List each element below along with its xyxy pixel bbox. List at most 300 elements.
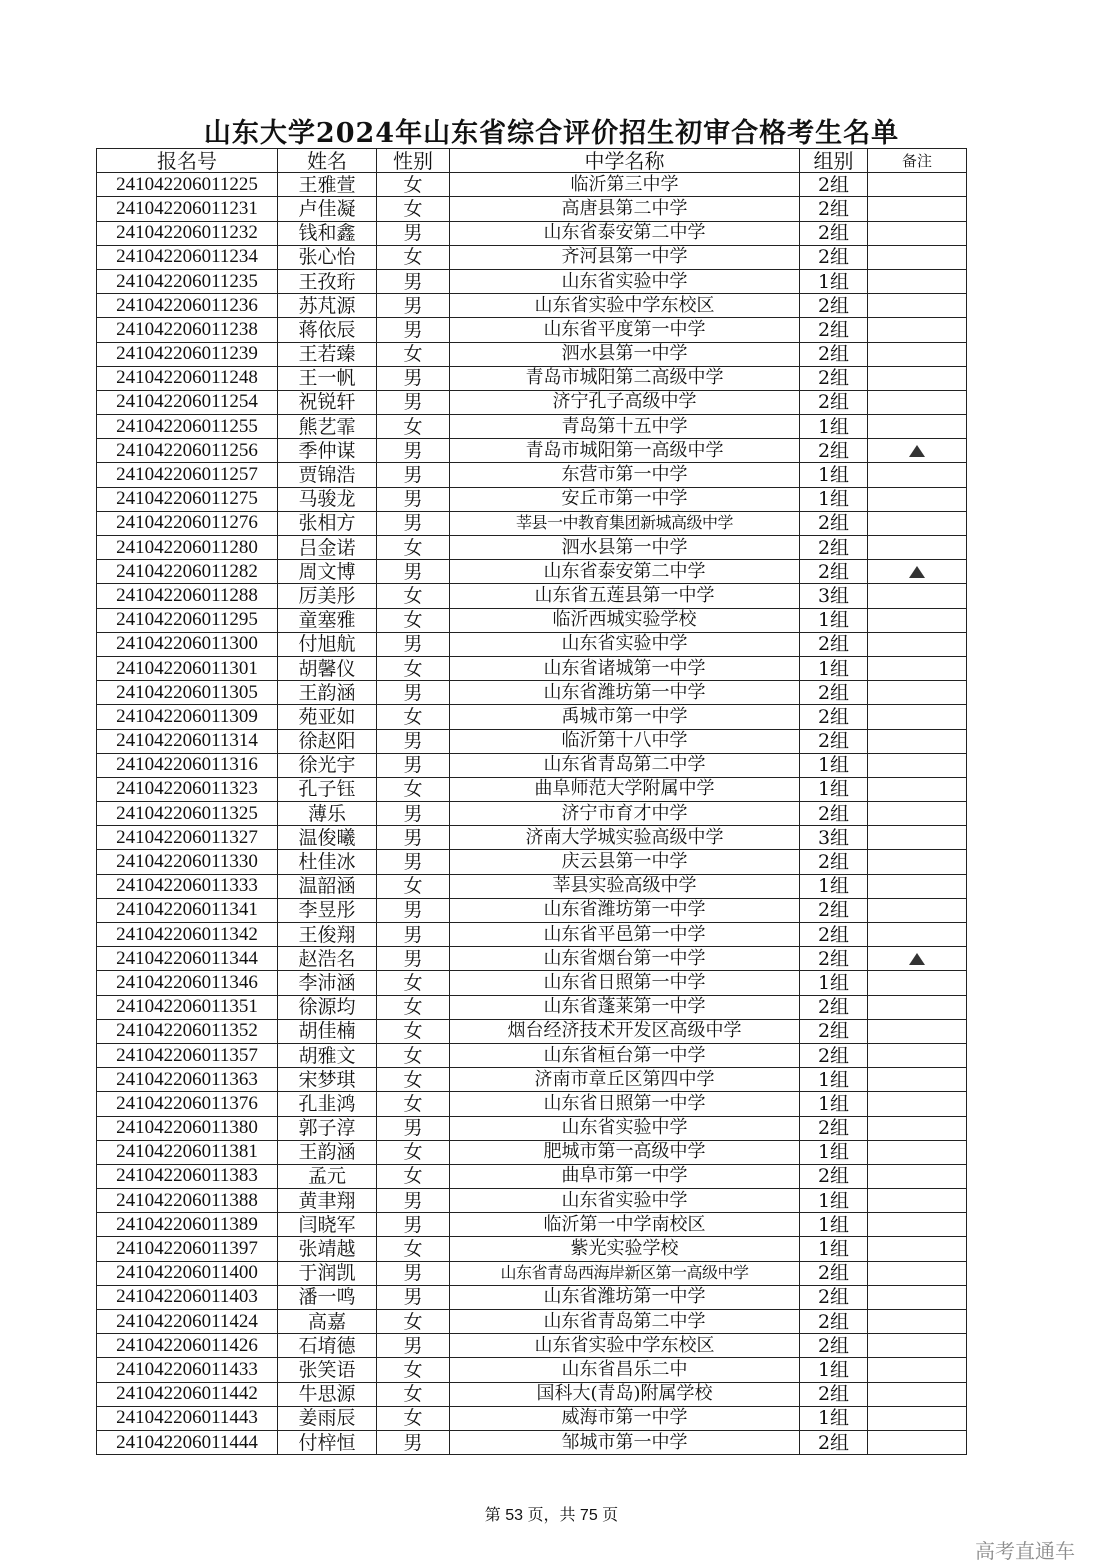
table-row [97,1261,967,1285]
group-cell: 2组 [800,681,868,705]
candidate-id-cell: 241042206011255 [97,415,278,439]
column-header-school: 中学名称 [450,149,800,173]
table-row [97,947,967,971]
candidate-id-cell: 241042206011301 [97,656,278,680]
remark-cell [868,390,967,414]
group-cell: 1组 [800,1358,868,1382]
school-name-cell: 莘县一中教育集团新城高级中学 [450,511,800,535]
candidate-name-cell: 季仲谋 [278,439,377,463]
remark-cell [868,245,967,269]
school-name-cell: 山东省潍坊第一中学 [450,898,800,922]
candidate-sex-cell: 男 [377,681,450,705]
candidate-name-cell: 贾锦浩 [278,463,377,487]
candidate-id-cell: 241042206011257 [97,463,278,487]
remark-cell [868,318,967,342]
school-name-cell: 山东省青岛西海岸新区第一高级中学 [450,1261,800,1285]
candidate-name-cell: 徐赵阳 [278,729,377,753]
candidate-id-cell: 241042206011239 [97,342,278,366]
table-row [97,318,967,342]
remark-cell [868,1406,967,1430]
group-cell: 1组 [800,1213,868,1237]
candidate-name-cell: 李昱彤 [278,898,377,922]
school-name-cell: 山东省泰安第二中学 [450,221,800,245]
school-name-cell: 山东省青岛第二中学 [450,1310,800,1334]
table-row [97,1068,967,1092]
remark-cell [868,197,967,221]
school-name-cell: 高唐县第二中学 [450,197,800,221]
candidate-name-cell: 徐源均 [278,995,377,1019]
school-name-cell: 青岛第十五中学 [450,415,800,439]
table-row [97,874,967,898]
candidate-sex-cell: 女 [377,173,450,197]
candidate-sex-cell: 男 [377,753,450,777]
table-row [97,342,967,366]
table-row [97,560,967,584]
table-row [97,245,967,269]
remark-cell [868,536,967,560]
table-row [97,390,967,414]
remark-cell [868,729,967,753]
table-row [97,898,967,922]
group-cell: 3组 [800,584,868,608]
candidate-name-cell: 蒋依辰 [278,318,377,342]
candidate-sex-cell: 女 [377,1019,450,1043]
candidate-name-cell: 孔子钰 [278,777,377,801]
school-name-cell: 安丘市第一中学 [450,487,800,511]
table-body [97,173,967,1455]
remark-cell [868,777,967,801]
school-name-cell: 山东省昌乐二中 [450,1358,800,1382]
group-cell: 2组 [800,1382,868,1406]
candidate-name-cell: 石堉德 [278,1334,377,1358]
candidate-id-cell: 241042206011342 [97,923,278,947]
candidate-sex-cell: 女 [377,1092,450,1116]
group-cell: 2组 [800,390,868,414]
candidate-sex-cell: 男 [377,1116,450,1140]
group-cell: 2组 [800,705,868,729]
column-header-name: 姓名 [278,149,377,173]
remark-cell [868,1261,967,1285]
remark-cell [868,1164,967,1188]
candidate-sex-cell: 男 [377,1285,450,1309]
candidate-sex-cell: 男 [377,898,450,922]
candidate-id-cell: 241042206011309 [97,705,278,729]
candidate-id-cell: 241042206011248 [97,366,278,390]
candidate-id-cell: 241042206011236 [97,294,278,318]
school-name-cell: 山东省日照第一中学 [450,1092,800,1116]
group-cell: 2组 [800,318,868,342]
candidate-table [96,148,967,1455]
candidate-sex-cell: 男 [377,729,450,753]
candidate-sex-cell: 女 [377,995,450,1019]
group-cell: 1组 [800,1406,868,1430]
candidate-id-cell: 241042206011232 [97,221,278,245]
candidate-id-cell: 241042206011288 [97,584,278,608]
remark-cell [868,1116,967,1140]
candidate-name-cell: 张相方 [278,511,377,535]
candidate-sex-cell: 女 [377,342,450,366]
school-name-cell: 山东省平邑第一中学 [450,923,800,947]
candidate-name-cell: 苏芃源 [278,294,377,318]
group-cell: 2组 [800,1334,868,1358]
table-row [97,1092,967,1116]
school-name-cell: 山东省平度第一中学 [450,318,800,342]
group-cell: 2组 [800,221,868,245]
remark-cell [868,1382,967,1406]
candidate-name-cell: 吕金诺 [278,536,377,560]
group-cell: 2组 [800,294,868,318]
school-name-cell: 烟台经济技术开发区高级中学 [450,1019,800,1043]
column-header-id: 报名号 [97,149,278,173]
candidate-name-cell: 王雅萱 [278,173,377,197]
group-cell: 2组 [800,173,868,197]
candidate-sex-cell: 男 [377,1213,450,1237]
school-name-cell: 济南市章丘区第四中学 [450,1068,800,1092]
candidate-id-cell: 241042206011444 [97,1430,278,1454]
candidate-sex-cell: 男 [377,560,450,584]
table-row [97,1164,967,1188]
table-row [97,971,967,995]
school-name-cell: 山东省桓台第一中学 [450,1043,800,1067]
table-row [97,584,967,608]
table-row [97,753,967,777]
candidate-sex-cell: 男 [377,269,450,293]
candidate-id-cell: 241042206011333 [97,874,278,898]
candidate-id-cell: 241042206011231 [97,197,278,221]
remark-cell [868,1430,967,1454]
candidate-sex-cell: 女 [377,536,450,560]
candidate-name-cell: 潘一鸣 [278,1285,377,1309]
remark-cell [868,874,967,898]
group-cell: 2组 [800,632,868,656]
table-row [97,439,967,463]
remark-triangle-icon [909,445,925,457]
candidate-name-cell: 王若臻 [278,342,377,366]
candidate-id-cell: 241042206011341 [97,898,278,922]
candidate-id-cell: 241042206011300 [97,632,278,656]
candidate-sex-cell: 男 [377,390,450,414]
school-name-cell: 国科大(青岛)附属学校 [450,1382,800,1406]
candidate-sex-cell: 女 [377,584,450,608]
group-cell: 2组 [800,197,868,221]
remark-cell [868,705,967,729]
table-row [97,777,967,801]
school-name-cell: 莘县实验高级中学 [450,874,800,898]
candidate-name-cell: 姜雨辰 [278,1406,377,1430]
table-row [97,173,967,197]
group-cell: 2组 [800,1164,868,1188]
remark-cell [868,487,967,511]
candidate-id-cell: 241042206011225 [97,173,278,197]
candidate-sex-cell: 女 [377,608,450,632]
school-name-cell: 山东省诸城第一中学 [450,656,800,680]
group-cell: 1组 [800,874,868,898]
group-cell: 1组 [800,971,868,995]
table-row [97,656,967,680]
table-row [97,511,967,535]
group-cell: 2组 [800,366,868,390]
school-name-cell: 青岛市城阳第一高级中学 [450,439,800,463]
group-cell: 2组 [800,1285,868,1309]
candidate-sex-cell: 男 [377,1261,450,1285]
group-cell: 2组 [800,439,868,463]
candidate-sex-cell: 女 [377,415,450,439]
group-cell: 1组 [800,1092,868,1116]
table-row [97,1382,967,1406]
candidate-id-cell: 241042206011352 [97,1019,278,1043]
remark-cell [868,971,967,995]
candidate-id-cell: 241042206011330 [97,850,278,874]
candidate-sex-cell: 女 [377,245,450,269]
remark-cell [868,269,967,293]
remark-cell [868,439,967,463]
remark-cell [868,1140,967,1164]
remark-triangle-icon [909,953,925,965]
table-row [97,1285,967,1309]
candidate-id-cell: 241042206011403 [97,1285,278,1309]
school-name-cell: 山东省实验中学 [450,1189,800,1213]
group-cell: 2组 [800,1043,868,1067]
candidate-id-cell: 241042206011383 [97,1164,278,1188]
candidate-id-cell: 241042206011235 [97,269,278,293]
school-name-cell: 济宁市育才中学 [450,802,800,826]
group-cell: 2组 [800,947,868,971]
candidate-id-cell: 241042206011314 [97,729,278,753]
group-cell: 1组 [800,608,868,632]
candidate-sex-cell: 女 [377,1406,450,1430]
candidate-id-cell: 241042206011238 [97,318,278,342]
remark-cell [868,1068,967,1092]
table-row [97,1140,967,1164]
candidate-name-cell: 祝锐轩 [278,390,377,414]
page-number: 第 53 页，共 75 页 [484,1507,619,1524]
table-row [97,1358,967,1382]
table-row [97,681,967,705]
group-cell: 2组 [800,729,868,753]
remark-cell [868,802,967,826]
school-name-cell: 山东省实验中学东校区 [450,294,800,318]
candidate-id-cell: 241042206011316 [97,753,278,777]
group-cell: 2组 [800,245,868,269]
candidate-name-cell: 温韶涵 [278,874,377,898]
group-cell: 2组 [800,1116,868,1140]
candidate-name-cell: 赵浩名 [278,947,377,971]
candidate-sex-cell: 男 [377,366,450,390]
table-row [97,802,967,826]
candidate-sex-cell: 男 [377,850,450,874]
remark-cell [868,342,967,366]
candidate-sex-cell: 女 [377,1358,450,1382]
school-name-cell: 曲阜师范大学附属中学 [450,777,800,801]
remark-cell [868,1213,967,1237]
candidate-id-cell: 241042206011276 [97,511,278,535]
candidate-name-cell: 胡馨仪 [278,656,377,680]
group-cell: 1组 [800,487,868,511]
table-row [97,1116,967,1140]
remark-cell [868,1189,967,1213]
candidate-name-cell: 厉美彤 [278,584,377,608]
candidate-sex-cell: 男 [377,318,450,342]
candidate-id-cell: 241042206011344 [97,947,278,971]
school-name-cell: 山东省青岛第二中学 [450,753,800,777]
remark-cell [868,415,967,439]
candidate-sex-cell: 女 [377,1237,450,1261]
candidate-id-cell: 241042206011442 [97,1382,278,1406]
candidate-sex-cell: 女 [377,1140,450,1164]
remark-cell [868,1334,967,1358]
remark-cell [868,632,967,656]
remark-cell [868,1358,967,1382]
column-header-sex: 性别 [377,149,450,173]
group-cell: 2组 [800,923,868,947]
candidate-name-cell: 黄聿翔 [278,1189,377,1213]
table-row [97,1310,967,1334]
candidate-name-cell: 付梓恒 [278,1430,377,1454]
school-name-cell: 肥城市第一高级中学 [450,1140,800,1164]
candidate-sex-cell: 女 [377,197,450,221]
candidate-name-cell: 杜佳冰 [278,850,377,874]
group-cell: 1组 [800,753,868,777]
group-cell: 1组 [800,1237,868,1261]
candidate-sex-cell: 男 [377,511,450,535]
candidate-sex-cell: 男 [377,632,450,656]
candidate-id-cell: 241042206011254 [97,390,278,414]
candidate-sex-cell: 男 [377,1430,450,1454]
candidate-id-cell: 241042206011363 [97,1068,278,1092]
group-cell: 2组 [800,1310,868,1334]
candidate-sex-cell: 男 [377,439,450,463]
remark-triangle-icon [909,566,925,578]
remark-cell [868,923,967,947]
table-row [97,415,967,439]
candidate-id-cell: 241042206011351 [97,995,278,1019]
remark-cell [868,608,967,632]
table-row [97,705,967,729]
candidate-sex-cell: 女 [377,1164,450,1188]
remark-cell [868,995,967,1019]
school-name-cell: 山东省实验中学 [450,1116,800,1140]
table-row [97,826,967,850]
table-row [97,463,967,487]
table-row [97,294,967,318]
candidate-id-cell: 241042206011357 [97,1043,278,1067]
remark-cell [868,584,967,608]
candidate-id-cell: 241042206011388 [97,1189,278,1213]
candidate-name-cell: 张靖越 [278,1237,377,1261]
school-name-cell: 东营市第一中学 [450,463,800,487]
group-cell: 1组 [800,415,868,439]
school-name-cell: 山东省烟台第一中学 [450,947,800,971]
group-cell: 1组 [800,777,868,801]
remark-cell [868,1019,967,1043]
candidate-name-cell: 孔韭鸿 [278,1092,377,1116]
candidate-id-cell: 241042206011325 [97,802,278,826]
candidate-id-cell: 241042206011305 [97,681,278,705]
school-name-cell: 山东省潍坊第一中学 [450,681,800,705]
table-row [97,366,967,390]
candidate-name-cell: 王韵涵 [278,1140,377,1164]
candidate-name-cell: 童塞雅 [278,608,377,632]
remark-cell [868,366,967,390]
candidate-name-cell: 于润凯 [278,1261,377,1285]
group-cell: 1组 [800,1068,868,1092]
candidate-id-cell: 241042206011400 [97,1261,278,1285]
school-name-cell: 山东省潍坊第一中学 [450,1285,800,1309]
group-cell: 3组 [800,826,868,850]
remark-cell [868,826,967,850]
school-name-cell: 济宁孔子高级中学 [450,390,800,414]
group-cell: 2组 [800,898,868,922]
candidate-id-cell: 241042206011426 [97,1334,278,1358]
candidate-sex-cell: 男 [377,294,450,318]
remark-cell [868,1237,967,1261]
group-cell: 1组 [800,269,868,293]
candidate-name-cell: 张笑语 [278,1358,377,1382]
group-cell: 1组 [800,1140,868,1164]
candidate-id-cell: 241042206011346 [97,971,278,995]
school-name-cell: 山东省实验中学 [450,632,800,656]
group-cell: 2组 [800,850,868,874]
school-name-cell: 山东省泰安第二中学 [450,560,800,584]
school-name-cell: 山东省蓬莱第一中学 [450,995,800,1019]
remark-cell [868,221,967,245]
remark-cell [868,947,967,971]
group-cell: 2组 [800,1261,868,1285]
candidate-name-cell: 胡佳楠 [278,1019,377,1043]
candidate-id-cell: 241042206011380 [97,1116,278,1140]
candidate-sex-cell: 男 [377,463,450,487]
table-row [97,536,967,560]
candidate-sex-cell: 男 [377,487,450,511]
group-cell: 1组 [800,463,868,487]
candidate-sex-cell: 女 [377,777,450,801]
candidate-name-cell: 付旭航 [278,632,377,656]
watermark: 高考直通车 [975,1539,1075,1563]
table-row [97,1406,967,1430]
candidate-name-cell: 王俊翔 [278,923,377,947]
school-name-cell: 山东省实验中学 [450,269,800,293]
candidate-id-cell: 241042206011381 [97,1140,278,1164]
candidate-sex-cell: 女 [377,705,450,729]
remark-cell [868,898,967,922]
table-row [97,1019,967,1043]
table-row [97,221,967,245]
school-name-cell: 禹城市第一中学 [450,705,800,729]
candidate-name-cell: 郭子淳 [278,1116,377,1140]
group-cell: 2组 [800,536,868,560]
school-name-cell: 齐河县第一中学 [450,245,800,269]
candidate-name-cell: 薄乐 [278,802,377,826]
school-name-cell: 威海市第一中学 [450,1406,800,1430]
candidate-sex-cell: 女 [377,656,450,680]
table-row [97,850,967,874]
candidate-sex-cell: 女 [377,874,450,898]
candidate-id-cell: 241042206011389 [97,1213,278,1237]
candidate-name-cell: 李沛涵 [278,971,377,995]
table-row [97,1430,967,1454]
remark-cell [868,1092,967,1116]
table-row [97,632,967,656]
candidate-sex-cell: 女 [377,971,450,995]
table-row [97,1237,967,1261]
remark-cell [868,511,967,535]
candidate-id-cell: 241042206011433 [97,1358,278,1382]
candidate-sex-cell: 女 [377,1310,450,1334]
school-name-cell: 临沂第一中学南校区 [450,1213,800,1237]
candidate-id-cell: 241042206011424 [97,1310,278,1334]
group-cell: 1组 [800,1189,868,1213]
candidate-name-cell: 孟元 [278,1164,377,1188]
